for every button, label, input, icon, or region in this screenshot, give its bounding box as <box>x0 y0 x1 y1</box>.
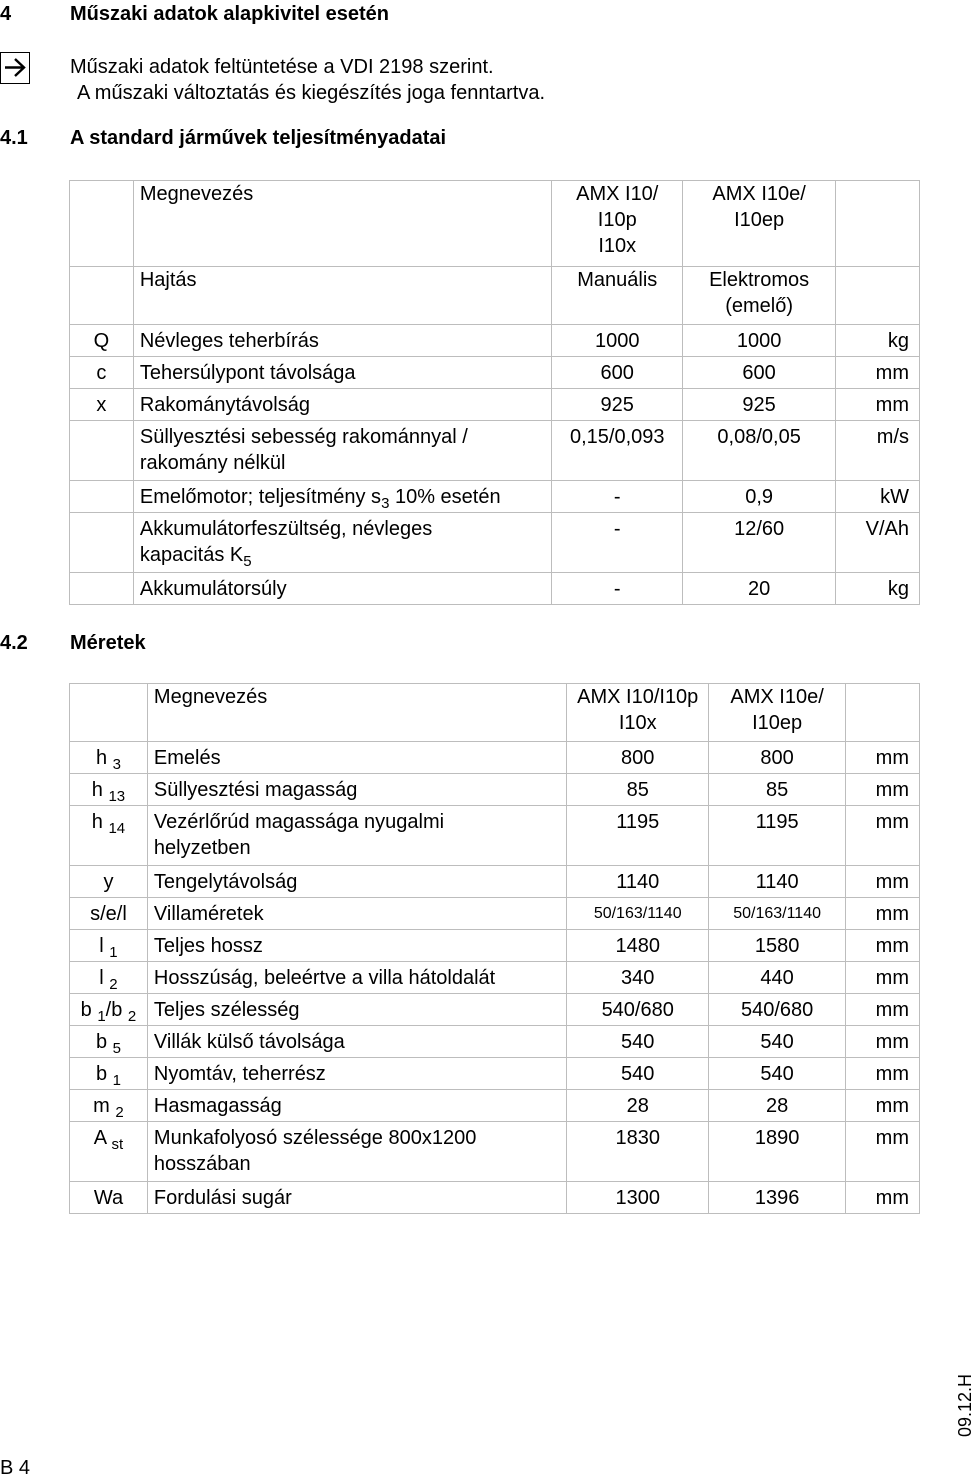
header-col2: AMX I10e/ I10ep <box>709 684 846 742</box>
table-row: Süllyesztési sebesség rakománnyal / rakomány nélkül 0,15/0,093 0,08/0,05 m/s <box>70 421 920 481</box>
table-row: h $_{13}$ Süllyesztési magasság 85 85 mm <box>70 774 920 806</box>
note-line-1: Műszaki adatok feltüntetése a VDI 2198 szerint. <box>70 56 494 78</box>
table-row: Q Névleges teherbírás 1000 1000 kg <box>70 325 920 357</box>
section-4-1-title: A standard járművek teljesítményadatai <box>70 127 447 149</box>
page-number: B 4 <box>0 1457 31 1479</box>
table-row: b $_1$/b $_2$ Teljes szélesség 540/680 540/680 mm <box>70 994 920 1026</box>
table-row: Wa Fordulási sugár 1300 1396 mm <box>70 1182 920 1214</box>
table-row: s/e/l Villaméretek 50/163/1140 50/163/1140 mm <box>70 898 920 930</box>
header-name: Megnevezés <box>147 684 566 742</box>
table-row: Akkumulátorsúly - 20 kg <box>70 573 920 605</box>
table-row: h $_{14}$ Vezérlőrúd magassága nyugalmi helyzetben 1195 1195 mm <box>70 806 920 866</box>
header-col1: AMX I10/ I10p I10x <box>552 181 683 267</box>
table-header-row <box>70 684 920 742</box>
section-4-1-number: 4.1 <box>0 127 28 149</box>
table-row: A $_{st}$ Munkafolyosó szélessége 800x1200 hosszában 1830 1890 mm <box>70 1122 920 1182</box>
section-4-number: 4 <box>0 3 12 25</box>
note-line-2: A műszaki változtatás és kiegészítés joga fenntartva. <box>77 82 546 104</box>
table-row: l $_1$ Teljes hossz 1480 1580 mm <box>70 930 920 962</box>
table-row: l $_2$ Hosszúság, beleértve a villa hátoldalát 340 440 mm <box>70 962 920 994</box>
table-header-row <box>70 181 920 267</box>
header-col1: AMX I10/I10p I10x <box>567 684 709 742</box>
table-row: b $_1$ Nyomtáv, teherrész 540 540 mm <box>70 1058 920 1090</box>
drive-col1: Manuális <box>552 267 683 325</box>
note-arrow-icon <box>0 52 30 84</box>
dimensions-table <box>69 683 920 1214</box>
table-row: Emelőmotor; teljesítmény $s_3$ 10% esetén - 0,9 kW <box>70 481 920 513</box>
header-name: Megnevezés <box>133 181 551 267</box>
table-row: b $_5$ Villák külső távolsága 540 540 mm <box>70 1026 920 1058</box>
section-4-2-number: 4.2 <box>0 632 28 654</box>
table-row: x Rakománytávolság 925 925 mm <box>70 389 920 421</box>
document-code: 09.12.H <box>955 1373 975 1437</box>
drive-row <box>70 267 920 325</box>
table-row: c Tehersúlypont távolsága 600 600 mm <box>70 357 920 389</box>
performance-table <box>69 180 920 605</box>
drive-col2: Elektromos (emelő) <box>683 267 836 325</box>
table-row: y Tengelytávolság 1140 1140 mm <box>70 866 920 898</box>
table-row: Akkumulátorfeszültség, névleges kapacitás $K_5$ - 12/60 V/Ah <box>70 513 920 573</box>
table-row: h $_3$ Emelés 800 800 mm <box>70 742 920 774</box>
table-row: m $_2$ Hasmagasság 28 28 mm <box>70 1090 920 1122</box>
section-4-2-title: Méretek <box>70 632 146 654</box>
section-4-title: Műszaki adatok alapkivitel esetén <box>70 3 390 25</box>
header-col2: AMX I10e/ I10ep <box>683 181 836 267</box>
drive-name: Hajtás <box>133 267 551 325</box>
